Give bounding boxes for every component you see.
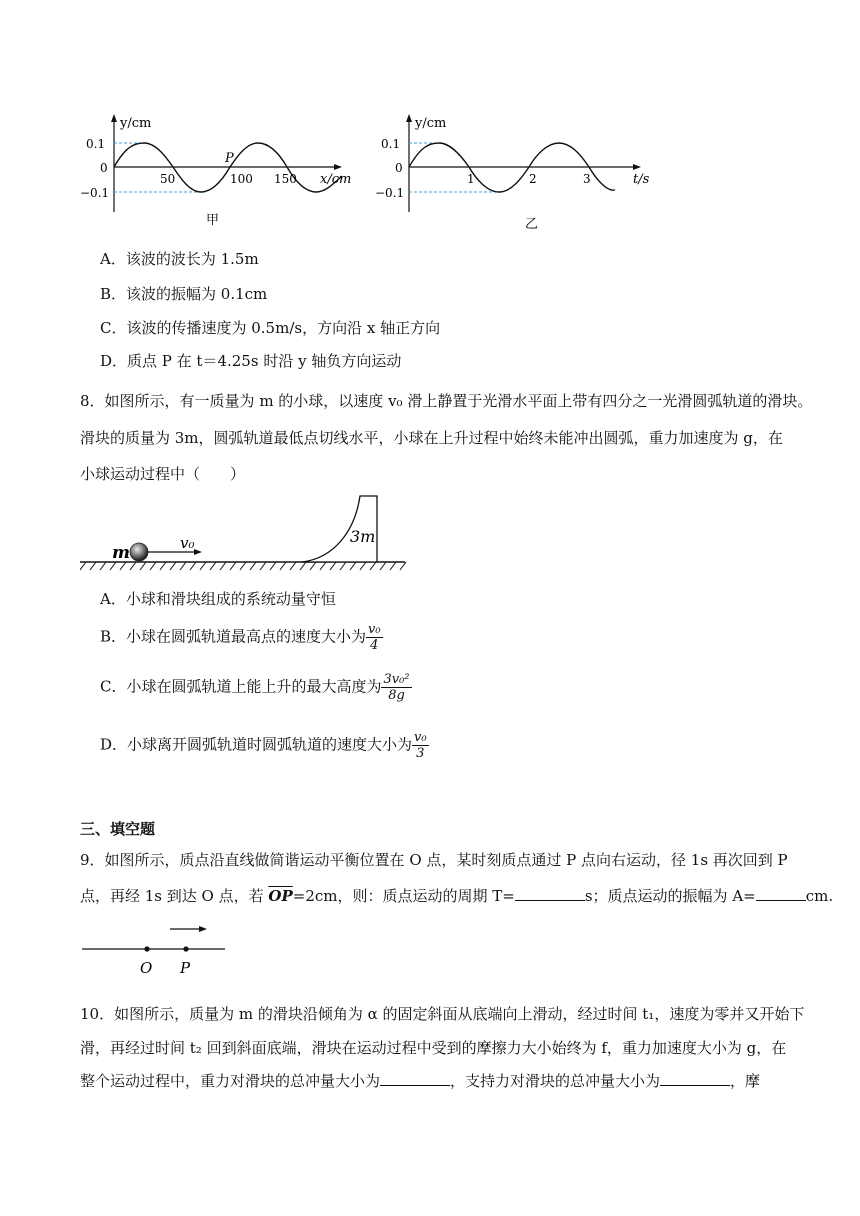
fraction-numerator: v₀ [368,622,381,637]
vibration-graph-yi [375,110,665,235]
q8-stem-line1: 8．如图所示，有一质量为 m 的小球，以速度 v₀ 滑上静置于光滑水平面上带有四分之一光滑圆弧轨道的滑块。 [80,392,813,410]
x-tick-150: 150 [274,172,297,186]
q9-text-b: =2cm，则：质点运动的周期 T= [292,887,515,905]
q10-text-b: ，支持力对滑块的总冲量大小为 [450,1072,661,1090]
y-axis-arrow [111,114,117,122]
y-tick-top: 0.1 [381,137,401,151]
fraction-denominator: 3 [416,746,425,761]
q7-option-d: D．质点 P 在 t＝4.25s 时沿 y 轴负方向运动 [100,352,402,370]
q8-option-b-fraction [366,622,383,653]
q9-text-d: cm. [805,887,834,905]
point-p [183,946,188,951]
q7-option-a: A．该波的波长为 1.5m [100,250,259,268]
q9-text-a: 点，再经 1s 到达 O 点，若 [80,887,264,905]
q8-option-d-text: D．小球离开圆弧轨道时圆弧轨道的速度大小为 [100,735,413,754]
label-o: O [140,959,153,977]
y-axis-arrow [406,114,412,122]
point-o [144,946,149,951]
answer-blank-normal-impulse[interactable] [660,1071,730,1086]
q8-figure [80,490,410,575]
fraction-denominator: 8g [388,688,405,703]
q10-text-c: ，摩 [730,1072,761,1090]
q9-figure [80,918,240,978]
y-axis-label: y/cm [415,116,447,131]
fraction-numerator: 3v₀² [383,672,410,687]
t-axis-label: t/s [633,172,650,187]
y-axis-label: y/cm [120,116,152,131]
t-tick-1: 1 [467,172,475,186]
q8-stem-line2: 滑块的质量为 3m，圆弧轨道最低点切线水平，小球在上升过程中始终未能冲出圆弧，重力加速度为 g，在 [80,429,783,447]
x-tick-50: 50 [160,172,176,186]
block-mass-label: 3m [350,527,376,546]
section-title-fill-blank: 三、填空题 [80,820,156,838]
q8-option-c-text: C．小球在圆弧轨道上能上升的最大高度为 [100,677,382,696]
q7-option-b: B．该波的振幅为 0.1cm [100,285,268,303]
q8-option-d [100,730,429,761]
t-axis-arrow [633,164,641,170]
q8-option-a: A．小球和滑块组成的系统动量守恒 [100,590,336,608]
t-tick-2: 2 [529,172,537,186]
ball-mass-label: m [112,543,130,563]
answer-blank-period[interactable] [515,886,585,901]
q8-option-b-text: B．小球在圆弧轨道最高点的速度大小为 [100,627,367,646]
point-p-label: P [225,151,234,166]
q8-option-c [100,672,412,703]
ball [130,543,148,561]
velocity-label: v₀ [180,534,195,552]
y-tick-bottom: −0.1 [375,186,405,200]
y-tick-zero: 0 [395,161,403,175]
fraction-denominator: 4 [370,638,379,653]
wave-graph-jia [80,110,370,230]
q8-option-d-fraction [412,730,429,761]
q8-option-c-fraction [381,672,411,703]
q8-stem-line3: 小球运动过程中（ ） [80,465,246,483]
q8-option-b [100,622,383,653]
direction-arrowhead [199,926,207,932]
t-tick-3: 3 [583,172,591,186]
graph-caption-yi: 乙 [525,217,539,232]
q10-text-a: 整个运动过程中，重力对滑块的总冲量大小为 [80,1072,381,1090]
answer-blank-gravity-impulse[interactable] [380,1071,450,1086]
q9-text-c: s；质点运动的振幅为 A= [584,887,756,905]
x-axis-arrow [334,164,342,170]
segment-op-label: $\overline{OP}$ [268,887,293,905]
x-tick-100: 100 [230,172,253,186]
ground-hatching [80,562,406,570]
x-axis-label: x/cm [320,172,352,187]
q9-stem-line1: 9．如图所示，质点沿直线做简谐运动平衡位置在 O 点，某时刻质点通过 P 点向右运动，径 1s 再次回到 P [80,851,788,869]
y-tick-bottom: −0.1 [80,186,110,200]
velocity-arrowhead [194,549,202,555]
q10-stem-line2: 滑，再经过时间 t₂ 回到斜面底端，滑块在运动过程中受到的摩擦力大小始终为 f，重力加速度大小为 g，在 [80,1039,787,1057]
fraction-numerator: v₀ [414,730,427,745]
q7-option-c: C．该波的传播速度为 0.5m/s，方向沿 x 轴正方向 [100,319,441,337]
y-tick-top: 0.1 [86,137,106,151]
graph-caption-jia: 甲 [206,213,220,228]
label-p: P [180,959,191,977]
q10-stem-line1: 10．如图所示，质量为 m 的滑块沿倾角为 α 的固定斜面从底端向上滑动，经过时间 t₁，速度为零并又开始下 [80,1005,805,1023]
answer-blank-amplitude[interactable] [756,886,806,901]
q10-stem-line3 [80,1070,760,1091]
y-tick-zero: 0 [100,161,108,175]
q9-stem-line2 [80,885,833,906]
